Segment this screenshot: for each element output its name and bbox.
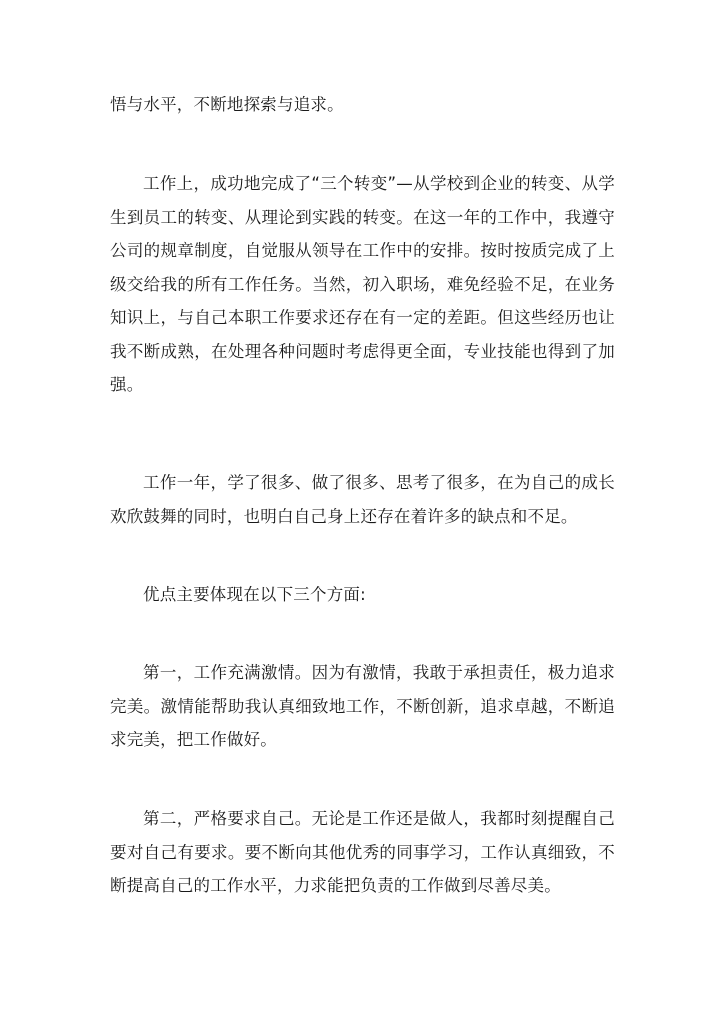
paragraph-strength-passion: 第一，工作充满激情。因为有激情，我敢于承担责任，极力追求完美。激情能帮助我认真细致地工作，不断创新，追求卓越，不断追求完美，把工作做好。: [110, 663, 615, 749]
paragraph-year-summary: 工作一年，学了很多、做了很多、思考了很多，在为自己的成长欢欣鼓舞的同时，也明白自己身上还存在着许多的缺点和不足。: [110, 473, 615, 526]
paragraph-continuation: 悟与水平，不断地探索与追求。: [110, 95, 344, 114]
paragraph-strengths-intro: 优点主要体现在以下三个方面:: [143, 585, 366, 604]
paragraph-strength-self-discipline: 第二，严格要求自己。无论是工作还是做人，我都时刻提醒自己要对自己有要求。要不断向其他优秀的同事学习，工作认真细致，不断提高自己的工作水平，力求能把负责的工作做到尽善尽美。: [110, 809, 615, 895]
paragraph-work-transition: 工作上，成功地完成了“三个转变”—从学校到企业的转变、从学生到员工的转变、从理论到实践的转变。在这一年的工作中，我遵守公司的规章制度，自觉服从领导在工作中的安排。按时按质完成了上级交给我的所有工作任务。当然，初入职场，难免经验不足，在业务知识上，与自己本职工作要求还存在有一定的差距。但这些经历也让我不断成熟，在处理各种问题时考虑得更全面，专业技能也得到了加强。: [110, 174, 615, 394]
